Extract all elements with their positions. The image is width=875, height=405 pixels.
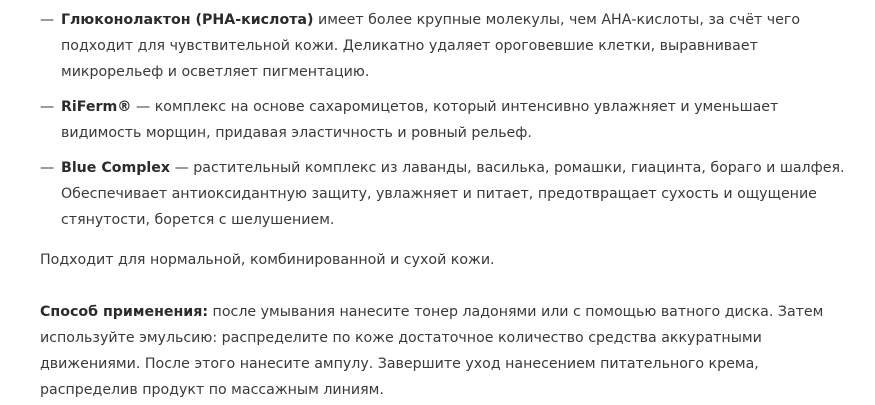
ingredient-item-gluconolactone — [40, 7, 860, 85]
dash-bullet: — — [40, 99, 55, 115]
ingredients-list — [40, 7, 860, 242]
ingredient-description: — растительный комплекс из лаванды, василька, ромашки, гиацинта, бораго и шалфея. Обеспечивает антиоксидантную защиту, увлажняет и питает, предотвращает сухость и ощущение стянутости, борется с шелушением. — [61, 160, 845, 228]
usage-text: после умывания нанесите тонер ладонями или с помощью ватного диска. Затем используйте эмульсию: распределите по коже достаточное количество средства аккуратными движениями. После этого нанесите ампулу. Завершите уход нанесением питательного крема, распределив продукт по массажным линиям. — [40, 304, 824, 398]
ingredient-name: RiFerm® — [61, 99, 132, 115]
dash-bullet: — — [40, 12, 55, 28]
ingredient-name: Blue Complex — [61, 160, 171, 176]
ingredient-description: имеет более крупные молекулы, чем АНА-кислоты, за счёт чего подходит для чувствительной кожи. Деликатно удаляет ороговевшие клетки, выравнивает микрорельеф и осветляет пигментацию. — [61, 12, 801, 80]
skin-types-text: Подходит для нормальной, комбинированной и сухой кожи. — [40, 252, 495, 268]
usage-label: Способ применения: — [40, 304, 209, 320]
ingredient-name: Глюконолактон (PHA-кислота) — [61, 12, 314, 28]
ingredient-description: — комплекс на основе сахаромицетов, который интенсивно увлажняет и уменьшает видимость морщин, придавая эластичность и ровный рельеф. — [61, 99, 779, 141]
ingredient-item-blue-complex — [40, 155, 860, 233]
ingredient-item-riferm — [40, 94, 860, 146]
usage-paragraph — [40, 299, 860, 403]
dash-bullet: — — [40, 160, 55, 176]
